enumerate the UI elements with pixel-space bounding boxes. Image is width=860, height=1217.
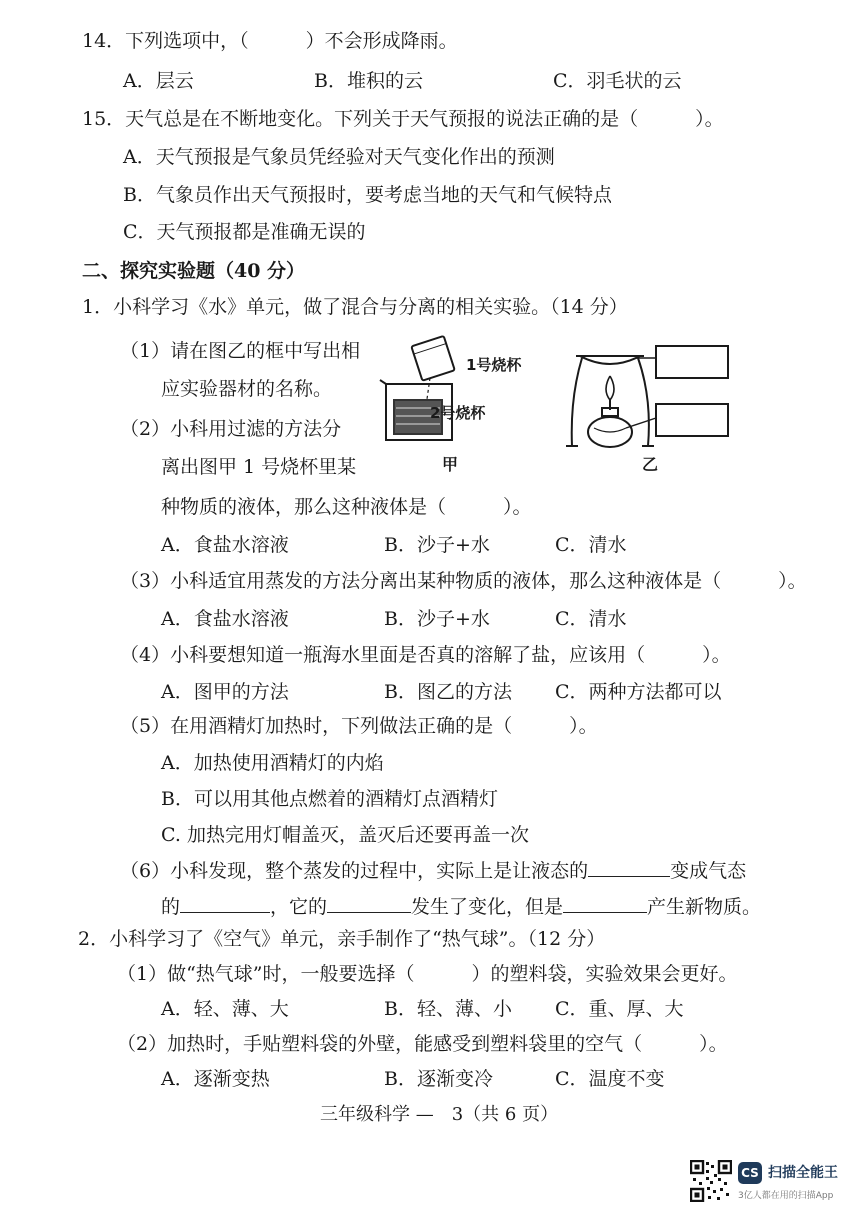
scanner-watermark [690,1160,850,1204]
answer-box-bottom[interactable] [656,404,728,436]
p1-s2-line2: 离出图甲 1 号烧杯里某 [161,456,357,478]
p2-s1-option-c: C．重、厚、大 [555,998,684,1020]
p1-s5-option-c: C. 加热完用灯帽盖灭，盖灭后还要再盖一次 [161,824,529,846]
p1-s6-text2: 变成气态 [670,860,747,882]
answer-box-top[interactable] [656,346,728,378]
p1-stem: 1．小科学习《水》单元，做了混合与分离的相关实验。（14 分） [82,296,628,318]
p1-s4-option-b: B．图乙的方法 [384,681,512,703]
q15-option-b: B．气象员作出天气预报时，要考虑当地的天气和气候特点 [123,184,612,206]
qr-code-icon [690,1160,732,1202]
p1-s5-option-b: B．可以用其他点燃着的酒精灯点酒精灯 [161,788,498,810]
p1-s1-line1: （1）请在图乙的框中写出相 [120,340,361,362]
p2-s1-stem: （1）做“热气球”时，一般要选择（ ）的塑料袋，实验效果会更好。 [117,963,738,985]
p1-s6-text3: 的 [161,896,181,918]
p1-s4-option-c: C．两种方法都可以 [555,681,722,703]
figure-yi-apparatus [566,356,656,447]
beaker1-label: 1号烧杯 [466,356,522,374]
q15-option-c: C．天气预报都是准确无误的 [123,221,366,243]
q14-option-b: B．堆积的云 [314,70,423,92]
page-footer: 三年级科学 — 3（共 6 页） [320,1104,559,1125]
figure-jia-label: 甲 [442,455,459,474]
p2-s1-option-b: B．轻、薄、小 [384,998,512,1020]
q15-stem: 15．天气总是在不断地变化。下列关于天气预报的说法正确的是（ ）。 [82,108,724,130]
p1-s6-text6: 产生新物质。 [647,896,762,918]
p1-s3-option-b: B．沙子+水 [384,608,490,630]
p1-s5-option-a: A．加热使用酒精灯的内焰 [161,752,384,774]
p2-s2-stem: （2）加热时，手贴塑料袋的外壁，能感受到塑料袋里的空气（ ）。 [117,1033,728,1055]
p1-s6-text4: ，它的 [270,896,328,918]
scanner-app-name: 扫描全能王 [768,1165,838,1181]
q14-option-c: C．羽毛状的云 [553,70,682,92]
p1-s2-line1: （2）小科用过滤的方法分 [120,418,342,440]
scanner-tagline: 3亿人都在用的扫描App [738,1191,834,1201]
p1-s2-line3: 种物质的液体，那么这种液体是（ ）。 [161,496,532,518]
p1-s6-text1: （6）小科发现，整个蒸发的过程中，实际上是让液态的 [120,860,589,882]
beaker2-label: 2号烧杯 [430,404,486,422]
p1-s2-option-c: C．清水 [555,534,627,556]
figure-yi-label: 乙 [642,455,659,474]
p1-s2-option-a: A．食盐水溶液 [161,534,289,556]
q15-option-a: A．天气预报是气象员凭经验对天气变化作出的预测 [123,146,555,168]
p1-s6-line1 [120,858,746,884]
blank-4[interactable] [563,894,647,913]
cs-logo-icon: CS [738,1162,762,1184]
p1-s4-option-a: A．图甲的方法 [161,681,289,703]
blank-2[interactable] [180,894,270,913]
q14-stem: 14．下列选项中，（ ）不会形成降雨。 [82,30,458,52]
p1-s3-option-c: C．清水 [555,608,627,630]
blank-3[interactable] [327,894,411,913]
p1-s3-option-a: A．食盐水溶液 [161,608,289,630]
p1-s6-line2 [161,894,761,920]
figure-jia-beakers [380,336,455,440]
p1-s3-stem: （3）小科适宜用蒸发的方法分离出某种物质的液体，那么这种液体是（ ）。 [120,570,807,592]
p2-s2-option-b: B．逐渐变冷 [384,1068,493,1090]
q14-option-a: A．层云 [123,70,194,92]
blank-1[interactable] [588,858,670,877]
p1-s4-stem: （4）小科要想知道一瓶海水里面是否真的溶解了盐，应该用（ ）。 [120,644,731,666]
experiment-figure [372,328,732,478]
p1-s1-line2: 应实验器材的名称。 [161,378,333,400]
p2-stem: 2．小科学习了《空气》单元，亲手制作了“热气球”。（12 分） [78,928,606,950]
p1-s5-stem: （5）在用酒精灯加热时，下列做法正确的是（ ）。 [120,715,598,737]
section-title: 二、探究实验题（40 分） [82,260,306,282]
p1-s6-text5: 发生了变化，但是 [411,896,564,918]
p2-s2-option-c: C．温度不变 [555,1068,665,1090]
p2-s1-option-a: A．轻、薄、大 [161,998,289,1020]
p1-s2-option-b: B．沙子+水 [384,534,490,556]
p2-s2-option-a: A．逐渐变热 [161,1068,270,1090]
